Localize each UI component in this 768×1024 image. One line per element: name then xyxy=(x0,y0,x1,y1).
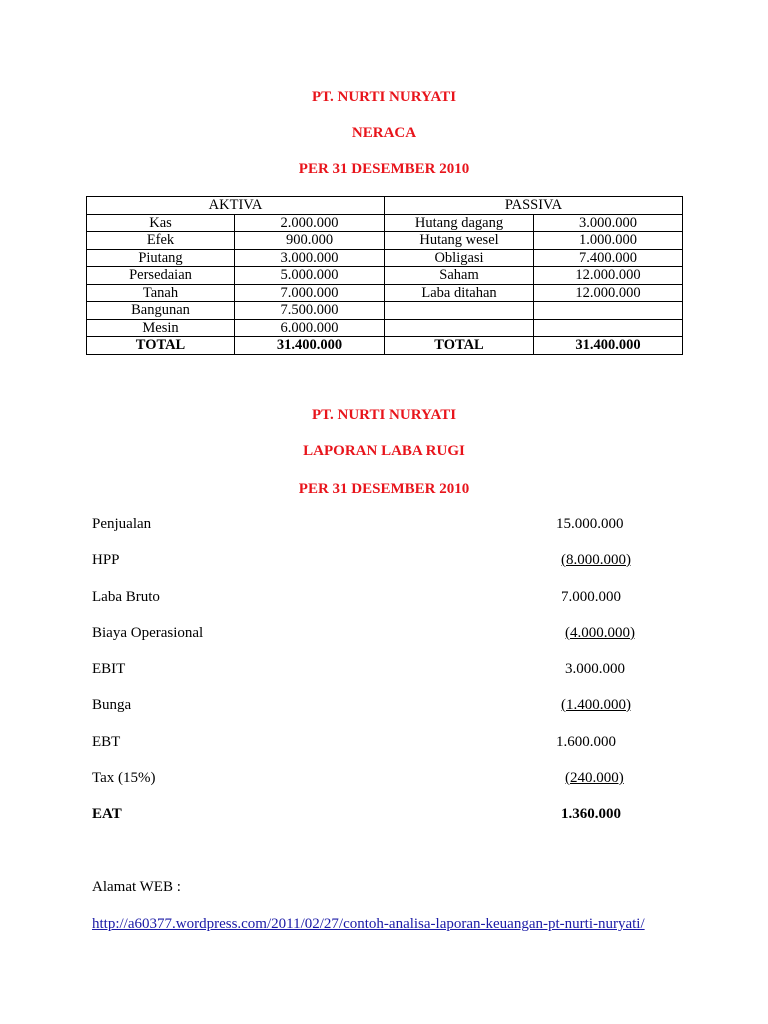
income-row-hpp xyxy=(92,551,692,569)
income-label: Bunga xyxy=(92,697,132,713)
passiva-label xyxy=(385,302,534,320)
neraca-date: PER 31 DESEMBER 2010 xyxy=(298,161,470,177)
income-row-bunga xyxy=(92,696,692,714)
income-value: (240.000) xyxy=(565,770,624,786)
income-value: 3.000.000 xyxy=(565,661,625,677)
income-value: 7.000.000 xyxy=(561,589,621,605)
table-row xyxy=(87,232,683,250)
passiva-label: Laba ditahan xyxy=(385,284,534,302)
aktiva-label: Mesin xyxy=(87,319,235,337)
aktiva-value: 900.000 xyxy=(235,232,385,250)
income-row-biaya-operasional xyxy=(92,624,692,642)
table-header-row xyxy=(87,197,683,215)
income-value: (4.000.000) xyxy=(565,625,635,641)
income-value: 15.000.000 xyxy=(556,516,624,532)
aktiva-value: 3.000.000 xyxy=(235,249,385,267)
aktiva-label: Efek xyxy=(87,232,235,250)
aktiva-value: 7.000.000 xyxy=(235,284,385,302)
income-label: Biaya Operasional xyxy=(92,625,204,641)
aktiva-value: 5.000.000 xyxy=(235,267,385,285)
aktiva-value: 2.000.000 xyxy=(235,214,385,232)
income-label: Laba Bruto xyxy=(92,589,160,605)
laba-rugi-title: LAPORAN LABA RUGI xyxy=(303,443,465,459)
aktiva-value: 7.500.000 xyxy=(235,302,385,320)
table-row xyxy=(87,302,683,320)
passiva-value xyxy=(534,319,683,337)
passiva-header: PASSIVA xyxy=(385,197,683,215)
aktiva-label: Bangunan xyxy=(87,302,235,320)
passiva-label xyxy=(385,319,534,337)
passiva-total-label: TOTAL xyxy=(385,337,534,355)
passiva-value: 12.000.000 xyxy=(534,267,683,285)
income-label: Tax (15%) xyxy=(92,770,156,786)
passiva-label: Hutang wesel xyxy=(385,232,534,250)
income-label: EAT xyxy=(92,806,122,822)
income-label: Penjualan xyxy=(92,516,152,532)
table-row xyxy=(87,319,683,337)
income-value: (8.000.000) xyxy=(561,552,631,568)
passiva-label: Hutang dagang xyxy=(385,214,534,232)
web-address-link[interactable]: http://a60377.wordpress.com/2011/02/27/contoh-analisa-laporan-keuangan-pt-nurti-nuryati/ xyxy=(92,916,645,932)
web-address-label: Alamat WEB : xyxy=(92,879,181,895)
income-row-tax xyxy=(92,769,692,787)
aktiva-value: 6.000.000 xyxy=(235,319,385,337)
income-value: 1.360.000 xyxy=(561,806,621,822)
aktiva-label: Piutang xyxy=(87,249,235,267)
balance-sheet-table xyxy=(86,196,683,355)
income-label: HPP xyxy=(92,552,120,568)
passiva-value xyxy=(534,302,683,320)
neraca-company-title: PT. NURTI NURYATI xyxy=(311,89,457,105)
table-row xyxy=(87,214,683,232)
income-row-penjualan xyxy=(92,515,692,533)
neraca-title: NERACA xyxy=(351,125,417,141)
aktiva-header: AKTIVA xyxy=(87,197,385,215)
aktiva-label: Persedaian xyxy=(87,267,235,285)
table-total-row xyxy=(87,337,683,355)
passiva-label: Saham xyxy=(385,267,534,285)
table-row xyxy=(87,284,683,302)
income-label: EBIT xyxy=(92,661,126,677)
passiva-value: 1.000.000 xyxy=(534,232,683,250)
passiva-value: 7.400.000 xyxy=(534,249,683,267)
laba-rugi-company-title: PT. NURTI NURYATI xyxy=(311,407,457,423)
table-row xyxy=(87,249,683,267)
passiva-label: Obligasi xyxy=(385,249,534,267)
income-row-ebit xyxy=(92,660,692,678)
aktiva-total-value: 31.400.000 xyxy=(235,337,385,355)
income-value: 1.600.000 xyxy=(556,734,616,750)
aktiva-label: Kas xyxy=(87,214,235,232)
income-row-laba-bruto xyxy=(92,588,692,606)
table-row xyxy=(87,267,683,285)
passiva-value: 3.000.000 xyxy=(534,214,683,232)
income-row-eat xyxy=(92,805,692,823)
income-value: (1.400.000) xyxy=(561,697,631,713)
aktiva-total-label: TOTAL xyxy=(87,337,235,355)
passiva-total-value: 31.400.000 xyxy=(534,337,683,355)
laba-rugi-date: PER 31 DESEMBER 2010 xyxy=(298,481,470,497)
income-label: EBT xyxy=(92,734,121,750)
aktiva-label: Tanah xyxy=(87,284,235,302)
passiva-value: 12.000.000 xyxy=(534,284,683,302)
income-row-ebt xyxy=(92,733,692,751)
